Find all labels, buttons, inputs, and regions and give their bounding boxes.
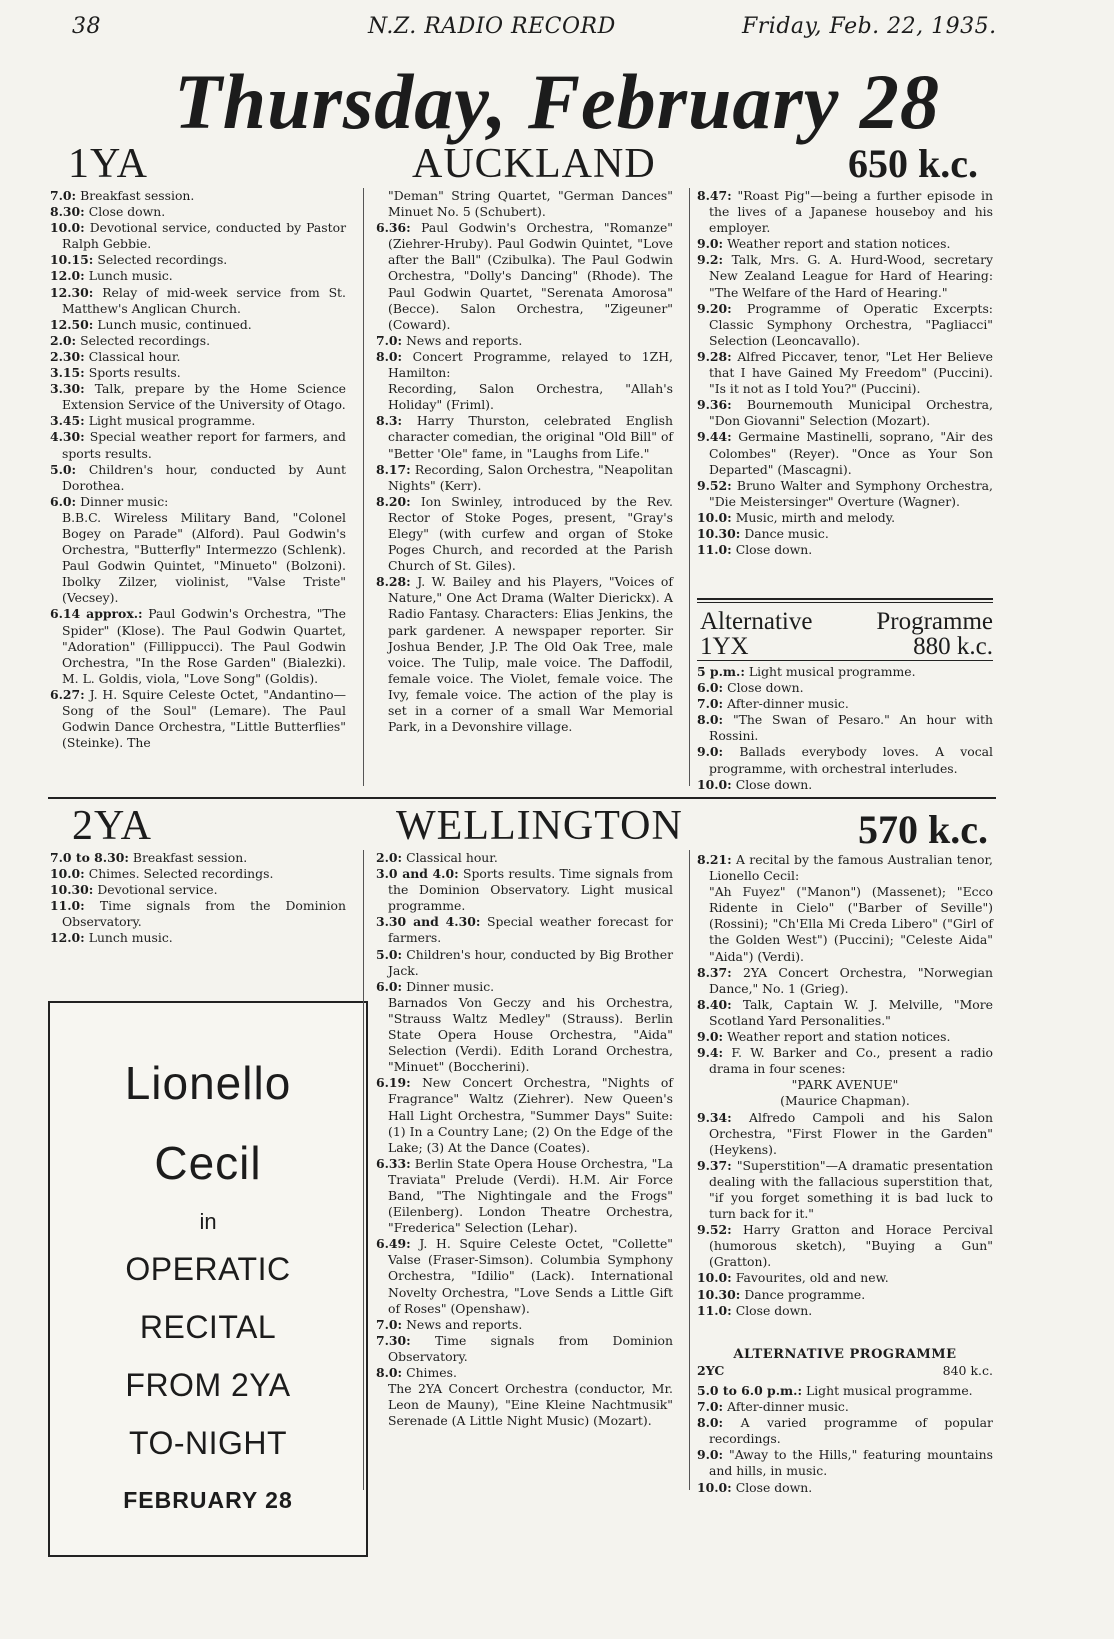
column-divider bbox=[363, 850, 364, 1490]
programme-entry bbox=[376, 979, 673, 995]
programme-entry bbox=[376, 1236, 673, 1316]
programme-entry bbox=[376, 1317, 673, 1333]
entry-time: 12.30: bbox=[50, 284, 94, 300]
entry-text: Chimes. bbox=[406, 1365, 457, 1380]
programme-entry bbox=[376, 947, 673, 979]
entry-text: Weather report and station notices. bbox=[727, 1029, 951, 1045]
entry-time: 8.28: bbox=[376, 574, 411, 590]
programme-entry bbox=[50, 429, 346, 461]
entry-time: 12.0: bbox=[50, 268, 85, 284]
entry-time: 6.0: bbox=[50, 493, 77, 509]
entry-text: Breakfast session. bbox=[132, 850, 248, 865]
programme-entry bbox=[376, 1333, 673, 1365]
entry-time: 9.20: bbox=[697, 300, 732, 316]
programme-entry bbox=[376, 914, 673, 946]
entry-time: 2.30: bbox=[50, 348, 85, 364]
entry-text: Dinner music. bbox=[406, 978, 495, 994]
programme-entry bbox=[376, 349, 673, 381]
programme-entry bbox=[376, 1075, 673, 1155]
entry-time: 10.30: bbox=[50, 882, 94, 898]
programme-entry bbox=[697, 712, 993, 744]
entry-text: "Roast Pig"—being a further episode in the lives of a Japanese houseboy and his employer. bbox=[709, 188, 993, 236]
column-2ya-part1 bbox=[50, 850, 346, 947]
entry-time: 10.0: bbox=[697, 1479, 732, 1495]
entry-time: 6.33: bbox=[376, 1155, 411, 1171]
programme-entry bbox=[50, 381, 346, 413]
entry-time: 9.0: bbox=[697, 1447, 724, 1463]
station-frequency-570: 570 k.c. bbox=[858, 807, 988, 852]
programme-entry bbox=[697, 526, 993, 542]
entry-time: 9.52: bbox=[697, 477, 732, 493]
entry-time: 8.0: bbox=[376, 348, 403, 364]
entry-text: Close down. bbox=[735, 1479, 813, 1495]
entry-text: "Superstition"—A dramatic presentation dealing with the fallacious superstition that, "if you forget something it is bad luck to turn back for it." bbox=[709, 1157, 993, 1222]
entry-time: 8.47: bbox=[697, 188, 732, 203]
programme-entry bbox=[697, 1158, 993, 1222]
entry-text: Bruno Walter and Symphony Orchestra, "Die Meistersinger" Overture (Wagner). bbox=[709, 477, 993, 509]
entry-time: 8.20: bbox=[376, 493, 411, 509]
entry-time: 8.37: bbox=[697, 964, 732, 980]
station-frequency-650: 650 k.c. bbox=[848, 141, 978, 186]
programme-entry bbox=[50, 349, 346, 365]
programme-entry bbox=[50, 687, 346, 751]
entry-time: 6.36: bbox=[376, 220, 411, 236]
entry-text: Devotional service. bbox=[97, 882, 218, 898]
entry-time: 12.0: bbox=[50, 930, 85, 946]
entry-time: 7.30: bbox=[376, 1332, 411, 1348]
entry-time: 9.2: bbox=[697, 252, 724, 268]
entry-text: Ion Swinley, introduced by the Rev. Rector of Stoke Poges, present, "Gray's Elegy" (with curfew and organ of Stoke Poges Church, and recorded at the Parish Church of St. Giles). bbox=[388, 493, 673, 574]
alt-programme-1yx bbox=[697, 664, 993, 793]
programme-entry bbox=[50, 365, 346, 381]
programme-entry bbox=[697, 349, 993, 397]
entry-text: A varied programme of popular recordings. bbox=[709, 1415, 993, 1447]
entry-text: J. H. Squire Celeste Octet, "Collette" Valse (Fraser-Simson). Columbia Symphony Orchestra, "Idilio" (Lack). International Novelty Orchestra, "Love Sends a Little Gift of Roses" (Openshaw). bbox=[388, 1236, 673, 1316]
programme-entry bbox=[697, 997, 993, 1029]
entry-time: 5 p.m.: bbox=[697, 664, 745, 679]
programme-entry bbox=[697, 478, 993, 510]
programme-entry bbox=[697, 680, 993, 696]
ad-name-last: Cecil bbox=[154, 1137, 262, 1189]
entry-text: Talk, prepare by the Home Science Extension Service of the University of Otago. bbox=[62, 381, 346, 413]
entry-time: 8.40: bbox=[697, 996, 732, 1012]
entry-time: 7.0: bbox=[697, 1399, 724, 1415]
entry-text: Dance programme. bbox=[744, 1286, 866, 1302]
page-title: Thursday, February 28 bbox=[174, 58, 940, 145]
programme-entry bbox=[376, 574, 673, 735]
programme-entry bbox=[50, 882, 346, 898]
entry-text: Weather report and station notices. bbox=[727, 236, 951, 252]
programme-entry bbox=[50, 188, 346, 204]
programme-entry bbox=[697, 429, 993, 477]
programme-entry bbox=[50, 850, 346, 866]
entry-text: Dance music. bbox=[744, 525, 829, 541]
programme-entry bbox=[50, 285, 346, 317]
page-number: 38 bbox=[72, 14, 101, 39]
programme-entry bbox=[697, 777, 993, 793]
programme-entry bbox=[697, 1480, 993, 1496]
programme-centered-line: (Maurice Chapman). bbox=[780, 1093, 910, 1109]
programme-entry bbox=[697, 664, 993, 680]
entry-time: 4.30: bbox=[50, 429, 85, 445]
ad-date: FEBRUARY 28 bbox=[123, 1487, 293, 1513]
entry-time: 9.44: bbox=[697, 429, 732, 445]
entry-text: Lunch music. bbox=[88, 268, 173, 284]
programme-entry bbox=[50, 317, 346, 333]
programme-entry bbox=[50, 204, 346, 220]
entry-text: Selected recordings. bbox=[80, 332, 211, 348]
programme-entry bbox=[50, 333, 346, 349]
entry-text: Lunch music. bbox=[88, 930, 173, 946]
station-city-wellington: WELLINGTON bbox=[396, 803, 683, 849]
programme-continuation: Barnados Von Geczy and his Orchestra, "Strauss Waltz Medley" (Strauss). Berlin State Opera House Orchestra, "Aida" Selection (Verdi). Edith Lorand Orchestra, "Minuet" (Boccherini). bbox=[388, 994, 673, 1075]
entry-text: Relay of mid-week service from St. Matthew's Anglican Church. bbox=[62, 284, 346, 316]
entry-text: Berlin State Opera House Orchestra, "La Traviata" Prelude (Verdi). H.M. Air Force Band, "The Nightingale and the Frogs" (Eilenberg). London Theatre Orchestra, "Frederica" Selection (Lehar). bbox=[388, 1155, 673, 1236]
programme-entry bbox=[697, 1415, 993, 1447]
entry-text: Close down. bbox=[735, 1302, 813, 1318]
entry-time: 8.3: bbox=[376, 413, 403, 429]
entry-text: Bournemouth Municipal Orchestra, "Don Giovanni" Selection (Mozart). bbox=[709, 397, 993, 429]
programme-entry bbox=[50, 462, 346, 494]
programme-entry bbox=[50, 252, 346, 268]
alt-heading-right: Programme bbox=[876, 608, 993, 635]
entry-time: 9.28: bbox=[697, 348, 732, 364]
programme-entry bbox=[376, 333, 673, 349]
entry-time: 7.0 to 8.30: bbox=[50, 850, 129, 865]
column-2ya-part2 bbox=[376, 850, 673, 1429]
entry-time: 7.0: bbox=[50, 188, 77, 203]
programme-continuation: The 2YA Concert Orchestra (conductor, Mr. Leon de Mauny), "Eine Kleine Nachtmusik" Serenade (A Little Night Music) (Mozart). bbox=[388, 1381, 673, 1429]
programme-entry bbox=[50, 930, 346, 946]
entry-text: Devotional service, conducted by Pastor Ralph Gebbie. bbox=[62, 220, 346, 252]
entry-time: 3.0 and 4.0: bbox=[376, 866, 459, 882]
entry-text: Light musical programme. bbox=[748, 664, 916, 679]
programme-continuation: "Deman" String Quartet, "German Dances" Minuet No. 5 (Schubert). bbox=[388, 188, 673, 220]
programme-entry bbox=[376, 413, 673, 461]
column-1ya-part1 bbox=[50, 188, 346, 751]
ad-line-tonight: TO-NIGHT bbox=[128, 1425, 288, 1461]
entry-text: Alfred Piccaver, tenor, "Let Her Believe that I have Gained My Freedom" (Puccini). "Is it not as I told You?" (Puccini). bbox=[709, 348, 993, 397]
programme-entry bbox=[376, 494, 673, 574]
programme-entry bbox=[50, 866, 346, 882]
programme-entry bbox=[697, 1447, 993, 1479]
programme-entry bbox=[50, 494, 346, 510]
entry-text: New Concert Orchestra, "Nights of Fragrance" Waltz (Ziehrer). New Queen's Hall Light Orchestra, "Summer Days" Suite: (1) In a Country Lane; (2) On the Edge of the Lake; (3) At the Dance (Coates). bbox=[388, 1075, 673, 1155]
entry-text: Ballads everybody loves. A vocal programme, with orchestral interludes. bbox=[709, 744, 993, 776]
programme-entry bbox=[697, 397, 993, 429]
entry-time: 9.36: bbox=[697, 397, 732, 413]
entry-time: 9.0: bbox=[697, 1029, 724, 1045]
entry-text: Germaine Mastinelli, soprano, "Air des Colombes" (Reyer). "Once as Your Son Departed" (Mascagni). bbox=[709, 429, 993, 477]
entry-text: A recital by the famous Australian tenor, Lionello Cecil: bbox=[709, 852, 993, 884]
programme-continuation: Recording, Salon Orchestra, "Allah's Holiday" (Friml). bbox=[388, 381, 673, 413]
ad-line-operatic: OPERATIC bbox=[125, 1251, 291, 1287]
entry-time: 3.30: bbox=[50, 381, 85, 397]
alt-heading-2yc: ALTERNATIVE PROGRAMME bbox=[733, 1347, 957, 1362]
entry-text: Favourites, old and new. bbox=[735, 1270, 889, 1286]
entry-time: 9.0: bbox=[697, 744, 724, 760]
entry-time: 6.49: bbox=[376, 1236, 411, 1252]
programme-entry bbox=[697, 744, 993, 776]
ad-line-recital: RECITAL bbox=[139, 1309, 277, 1345]
entry-time: 10.30: bbox=[697, 1286, 741, 1302]
alt-rule-top bbox=[697, 598, 993, 600]
programme-entry bbox=[697, 252, 993, 300]
entry-time: 6.0: bbox=[376, 978, 403, 994]
entry-text: Special weather forecast for farmers. bbox=[388, 914, 673, 946]
entry-text: Close down. bbox=[88, 204, 166, 220]
entry-text: Close down. bbox=[735, 542, 813, 558]
programme-entry bbox=[376, 462, 673, 494]
entry-time: 9.4: bbox=[697, 1045, 724, 1061]
programme-entry bbox=[697, 852, 993, 884]
programme-entry bbox=[697, 1270, 993, 1286]
entry-text: Programme of Operatic Excerpts: Classic Symphony Orchestra, "Pagliacci" Selection (Leoncavallo). bbox=[709, 300, 993, 348]
entry-text: F. W. Barker and Co., present a radio drama in four scenes: bbox=[709, 1045, 993, 1077]
section-divider bbox=[48, 797, 996, 799]
programme-entry bbox=[697, 510, 993, 526]
entry-text: Special weather report for farmers, and sports results. bbox=[62, 429, 346, 461]
programme-entry bbox=[50, 413, 346, 429]
entry-time: 8.30: bbox=[50, 204, 85, 220]
entry-time: 9.37: bbox=[697, 1157, 732, 1173]
column-divider bbox=[689, 850, 690, 1490]
programme-entry bbox=[376, 850, 673, 866]
entry-text: Harry Thurston, celebrated English character comedian, the original "Old Bill" of "Better 'Ole" fame, in "Laughs from Life." bbox=[388, 413, 673, 461]
entry-text: Selected recordings. bbox=[97, 252, 228, 268]
entry-time: 2.0: bbox=[376, 850, 403, 865]
entry-text: Close down. bbox=[727, 680, 804, 696]
entry-time: 7.0: bbox=[697, 696, 724, 712]
entry-time: 5.0 to 6.0 p.m.: bbox=[697, 1383, 803, 1398]
entry-text: Classical hour. bbox=[406, 850, 498, 865]
issue-date: Friday, Feb. 22, 1935. bbox=[742, 14, 997, 39]
entry-text: "The Swan of Pesaro." An hour with Rossini. bbox=[709, 712, 993, 744]
entry-time: 5.0: bbox=[376, 946, 403, 962]
programme-entry bbox=[697, 1029, 993, 1045]
ad-line-from-2ya: FROM 2YA bbox=[125, 1367, 291, 1403]
column-divider bbox=[363, 188, 364, 786]
entry-time: 10.0: bbox=[697, 1270, 732, 1286]
entry-text: News and reports. bbox=[406, 332, 523, 348]
programme-continuation: B.B.C. Wireless Military Band, "Colonel Bogey on Parade" (Alford). Paul Godwin's Orchestra, "Butterfly" Intermezzo (Schlenk). Paul Godwin Quintet, "Minueto" (Bolzoni). Ibolky Zilzer, violinist, "Valse Triste" (Vecsey). bbox=[62, 509, 346, 606]
alt-rule-bottom bbox=[697, 660, 993, 661]
entry-time: 10.0: bbox=[50, 866, 85, 882]
column-divider bbox=[689, 188, 690, 786]
programme-entry bbox=[697, 301, 993, 349]
programme-centered-line: "PARK AVENUE" bbox=[791, 1077, 899, 1093]
programme-entry bbox=[50, 220, 346, 252]
programme-entry bbox=[697, 542, 993, 558]
entry-time: 6.19: bbox=[376, 1075, 411, 1091]
programme-entry bbox=[697, 1045, 993, 1077]
entry-time: 8.0: bbox=[697, 1415, 724, 1431]
entry-time: 7.0: bbox=[376, 1316, 403, 1332]
alt-callsign-2yc: 2YC bbox=[697, 1363, 725, 1378]
programme-entry bbox=[376, 866, 673, 914]
programme-entry bbox=[697, 1383, 993, 1399]
entry-text: Light musical programme. bbox=[88, 413, 256, 429]
entry-text: Close down. bbox=[735, 776, 813, 792]
advertisement-lionello-cecil bbox=[48, 1001, 368, 1557]
entry-text: Light musical programme. bbox=[805, 1383, 973, 1398]
entry-time: 11.0: bbox=[697, 542, 732, 558]
entry-text: J. H. Squire Celeste Octet, "Andantino—Song of the Soul" (Lemare). The Paul Godwin Dance Orchestra, "Little Butterflies" (Steinke). The bbox=[62, 686, 346, 751]
column-1ya-part3 bbox=[697, 188, 993, 558]
entry-text: Paul Godwin's Orchestra, "The Spider" (Klose). The Paul Godwin Quartet, "Adoration" (Fillippucci). The Paul Godwin Orchestra, "In the Rose Garden" (Bialezki). M. L. Goldis, viola, "Love Song" (Goldis). bbox=[62, 606, 346, 686]
entry-text: Talk, Mrs. G. A. Hurd-Wood, secretary New Zealand League for Hard of Hearing: "The Welfare of the Hard of Hearing." bbox=[709, 252, 993, 300]
entry-time: 9.34: bbox=[697, 1109, 732, 1125]
programme-entry bbox=[50, 898, 346, 930]
entry-text: Children's hour, conducted by Big Brother Jack. bbox=[388, 946, 673, 978]
entry-text: Breakfast session. bbox=[80, 188, 195, 203]
entry-text: Recording, Salon Orchestra, "Neapolitan Nights" (Kerr). bbox=[388, 461, 673, 493]
entry-text: Lunch music, continued. bbox=[97, 316, 252, 332]
alt-callsign-1yx: 1YX bbox=[700, 633, 749, 660]
entry-text: 2YA Concert Orchestra, "Norwegian Dance," No. 1 (Grieg). bbox=[709, 964, 993, 996]
entry-time: 6.27: bbox=[50, 686, 85, 702]
entry-time: 10.0: bbox=[50, 220, 85, 236]
entry-text: Dinner music: bbox=[80, 493, 169, 509]
entry-text: Classical hour. bbox=[88, 348, 181, 364]
entry-time: 6.0: bbox=[697, 680, 724, 696]
entry-time: 10.0: bbox=[697, 776, 732, 792]
station-callsign-2ya: 2YA bbox=[72, 803, 153, 849]
programme-continuation: "Ah Fuyez" ("Manon") (Massenet); "Ecco Ridente in Cielo" ("Barber of Seville") (Rossini); "Ch'Ella Mi Creda Libero" ("Girl of the Golden West") (Puccini); "Celeste Aida" "Aida") (Verdi). bbox=[709, 884, 993, 964]
entry-time: 7.0: bbox=[376, 332, 403, 348]
entry-time: 6.14 approx.: bbox=[50, 606, 143, 622]
alt-frequency-880: 880 k.c. bbox=[913, 633, 993, 660]
entry-text: News and reports. bbox=[406, 1316, 523, 1332]
entry-text: Time signals from the Dominion Observatory. bbox=[62, 898, 346, 930]
entry-time: 3.15: bbox=[50, 365, 85, 381]
ad-in: in bbox=[199, 1209, 217, 1234]
programme-entry bbox=[697, 1399, 993, 1415]
entry-text: Chimes. Selected recordings. bbox=[88, 866, 274, 882]
programme-entry bbox=[697, 236, 993, 252]
entry-time: 10.0: bbox=[697, 509, 732, 525]
entry-time: 3.30 and 4.30: bbox=[376, 914, 481, 930]
entry-time: 11.0: bbox=[697, 1302, 732, 1318]
entry-text: After-dinner music. bbox=[727, 1399, 849, 1415]
programme-entry bbox=[697, 696, 993, 712]
entry-text: "Away to the Hills," featuring mountains and hills, in music. bbox=[709, 1447, 993, 1479]
entry-time: 5.0: bbox=[50, 461, 77, 477]
entry-time: 12.50: bbox=[50, 316, 94, 332]
station-callsign-1ya: 1YA bbox=[68, 141, 149, 187]
ad-name-first: Lionello bbox=[124, 1057, 292, 1109]
programme-entry bbox=[376, 1156, 673, 1236]
entry-time: 10.30: bbox=[697, 525, 741, 541]
entry-text: Alfredo Campoli and his Salon Orchestra, "First Flower in the Garden" (Heykens). bbox=[709, 1109, 993, 1157]
entry-text: Paul Godwin's Orchestra, "Romanze" (Ziehrer-Hruby). Paul Godwin Quintet, "Love after the Ball" (Czibulka). The Paul Godwin Orchestra, "Dolly's Dancing" (Rhode). The Paul Godwin Quartet, "Serenata Amorosa" (Becce). Salon Orchestra, "Zigeuner" (Coward). bbox=[388, 220, 673, 332]
programme-entry bbox=[50, 268, 346, 284]
programme-entry bbox=[376, 220, 673, 333]
programme-entry bbox=[697, 1222, 993, 1270]
entry-text: J. W. Bailey and his Players, "Voices of Nature," One Act Drama (Walter Dierickx). A Radio Fantasy. Characters: Elias Jenkins, the park gardener. A newspaper reporter. Sir Joshua Bender, J.P. The Old Oak Tree, male voice. The Tulip, male voice. The Daffodil, female voice. The Violet, female voice. The Ivy, female voice. The action of the play is set in a corner of a small War Memorial Park, in a Devonshire village. bbox=[388, 574, 673, 735]
column-2ya-part3 bbox=[697, 852, 993, 1319]
programme-entry bbox=[697, 1287, 993, 1303]
programme-entry bbox=[697, 965, 993, 997]
entry-time: 8.0: bbox=[376, 1365, 403, 1380]
entry-time: 8.21: bbox=[697, 852, 732, 867]
entry-time: 2.0: bbox=[50, 332, 77, 348]
alt-programme-2yc bbox=[697, 1383, 993, 1496]
programme-entry bbox=[697, 1110, 993, 1158]
entry-text: Talk, Captain W. J. Melville, "More Scotland Yard Personalities." bbox=[709, 996, 993, 1028]
entry-text: Harry Gratton and Horace Percival (humorous sketch), "Buying a Gun" (Gratton). bbox=[709, 1222, 993, 1270]
entry-time: 8.17: bbox=[376, 461, 411, 477]
alt-frequency-840: 840 k.c. bbox=[942, 1363, 993, 1378]
column-1ya-part2 bbox=[376, 188, 673, 735]
entry-text: Concert Programme, relayed to 1ZH, Hamilton: bbox=[388, 348, 673, 381]
alt-heading-left: Alternative bbox=[700, 608, 813, 635]
entry-text: Sports results. bbox=[88, 365, 181, 381]
alt-rule-top-thin bbox=[697, 602, 993, 603]
entry-text: Time signals from Dominion Observatory. bbox=[388, 1332, 673, 1364]
programme-entry bbox=[376, 1365, 673, 1381]
entry-text: Children's hour, conducted by Aunt Dorothea. bbox=[62, 461, 346, 493]
station-city-auckland: AUCKLAND bbox=[412, 141, 656, 187]
entry-time: 8.0: bbox=[697, 712, 724, 728]
programme-entry bbox=[697, 188, 993, 236]
entry-text: After-dinner music. bbox=[727, 696, 849, 712]
entry-text: Music, mirth and melody. bbox=[735, 509, 896, 525]
entry-time: 9.0: bbox=[697, 236, 724, 252]
entry-time: 10.15: bbox=[50, 252, 94, 268]
entry-time: 3.45: bbox=[50, 413, 85, 429]
programme-entry bbox=[50, 606, 346, 686]
publication-name: N.Z. RADIO RECORD bbox=[368, 14, 616, 39]
entry-time: 9.52: bbox=[697, 1222, 732, 1238]
programme-entry bbox=[697, 1303, 993, 1319]
entry-time: 11.0: bbox=[50, 898, 85, 914]
entry-text: Sports results. Time signals from the Dominion Observatory. Light musical programme. bbox=[388, 866, 673, 914]
